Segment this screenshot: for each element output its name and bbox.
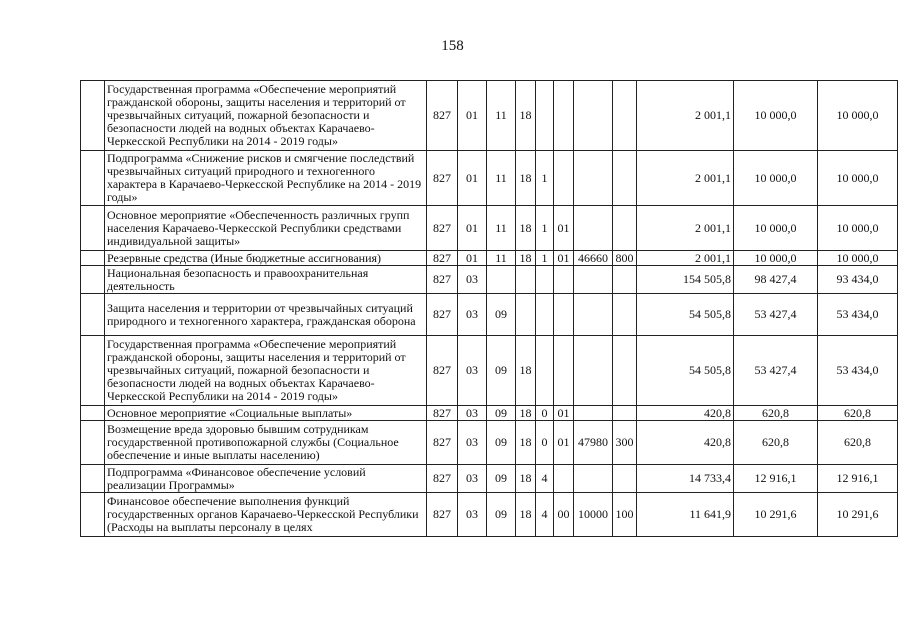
cell-subprogram	[536, 81, 554, 151]
table-row	[81, 493, 898, 537]
cell-sum-year3: 620,8	[818, 421, 898, 465]
table-row	[81, 294, 898, 336]
cell-sum-year2: 10 000,0	[734, 151, 818, 206]
cell-direction: 46660	[574, 251, 613, 266]
cell-subprogram: 4	[536, 465, 554, 493]
cell-sum-year1: 2 001,1	[637, 206, 734, 251]
table-row	[81, 266, 898, 294]
cell-pr: 09	[487, 465, 516, 493]
cell-expense-type	[613, 465, 637, 493]
cell-rz: 03	[458, 465, 487, 493]
cell-pr: 11	[487, 81, 516, 151]
cell-expense-type: 100	[613, 493, 637, 537]
table-row	[81, 421, 898, 465]
cell-sum-year3: 10 000,0	[818, 81, 898, 151]
cell-activity: 01	[554, 421, 574, 465]
cell-ved: 827	[427, 266, 458, 294]
row-gutter	[81, 151, 105, 206]
cell-activity	[554, 266, 574, 294]
budget-table	[80, 80, 898, 537]
cell-expense-type: 800	[613, 251, 637, 266]
cell-rz: 03	[458, 421, 487, 465]
cell-rz: 03	[458, 294, 487, 336]
cell-direction	[574, 81, 613, 151]
cell-expense-type	[613, 151, 637, 206]
row-name: Национальная безопасность и правоохранительная деятельность	[105, 266, 427, 294]
cell-direction	[574, 294, 613, 336]
cell-rz: 01	[458, 206, 487, 251]
row-name: Защита населения и территории от чрезвычайных ситуаций природного и техногенного характера, гражданская оборона	[105, 294, 427, 336]
cell-sum-year3: 93 434,0	[818, 266, 898, 294]
cell-sum-year2: 98 427,4	[734, 266, 818, 294]
cell-activity	[554, 294, 574, 336]
cell-pr: 09	[487, 406, 516, 421]
cell-rz: 01	[458, 81, 487, 151]
cell-ved: 827	[427, 206, 458, 251]
row-name: Государственная программа «Обеспечение мероприятий гражданской обороны, защиты населения и территорий от чрезвычайных ситуаций, пожарной безопасности и безопасности людей на водных объектах Карачаево-Черкесской Республики на 2014 - 2019 годы»	[105, 81, 427, 151]
cell-rz: 03	[458, 266, 487, 294]
cell-program: 18	[516, 251, 536, 266]
cell-ved: 827	[427, 336, 458, 406]
table-row	[81, 465, 898, 493]
row-gutter	[81, 421, 105, 465]
cell-program	[516, 294, 536, 336]
cell-pr: 11	[487, 206, 516, 251]
cell-sum-year2: 620,8	[734, 421, 818, 465]
cell-expense-type	[613, 206, 637, 251]
cell-sum-year3: 10 291,6	[818, 493, 898, 537]
cell-sum-year3: 10 000,0	[818, 206, 898, 251]
cell-subprogram	[536, 266, 554, 294]
cell-program: 18	[516, 336, 536, 406]
cell-program: 18	[516, 493, 536, 537]
cell-ved: 827	[427, 294, 458, 336]
cell-sum-year3: 620,8	[818, 406, 898, 421]
cell-sum-year2: 12 916,1	[734, 465, 818, 493]
row-name: Подпрограмма «Финансовое обеспечение условий реализации Программы»	[105, 465, 427, 493]
cell-activity	[554, 151, 574, 206]
cell-sum-year2: 10 000,0	[734, 206, 818, 251]
cell-direction	[574, 406, 613, 421]
cell-rz: 03	[458, 336, 487, 406]
cell-program: 18	[516, 206, 536, 251]
row-gutter	[81, 336, 105, 406]
cell-program: 18	[516, 151, 536, 206]
cell-rz: 01	[458, 251, 487, 266]
row-name: Возмещение вреда здоровью бывшим сотрудникам государственной противопожарной службы (Социальное обеспечение и иные выплаты населению)	[105, 421, 427, 465]
cell-ved: 827	[427, 81, 458, 151]
cell-direction	[574, 266, 613, 294]
cell-sum-year2: 620,8	[734, 406, 818, 421]
cell-expense-type	[613, 294, 637, 336]
cell-program: 18	[516, 81, 536, 151]
cell-subprogram: 1	[536, 251, 554, 266]
cell-ved: 827	[427, 421, 458, 465]
cell-program: 18	[516, 406, 536, 421]
cell-sum-year1: 420,8	[637, 406, 734, 421]
cell-pr: 11	[487, 251, 516, 266]
cell-expense-type: 300	[613, 421, 637, 465]
cell-subprogram: 0	[536, 421, 554, 465]
cell-activity: 01	[554, 406, 574, 421]
cell-subprogram	[536, 336, 554, 406]
row-gutter	[81, 465, 105, 493]
cell-expense-type	[613, 406, 637, 421]
table-row	[81, 81, 898, 151]
table-row	[81, 336, 898, 406]
cell-pr: 11	[487, 151, 516, 206]
row-gutter	[81, 81, 105, 151]
row-name: Основное мероприятие «Социальные выплаты»	[105, 406, 427, 421]
cell-pr	[487, 266, 516, 294]
cell-sum-year1: 14 733,4	[637, 465, 734, 493]
cell-direction	[574, 151, 613, 206]
cell-sum-year1: 54 505,8	[637, 294, 734, 336]
row-name: Финансовое обеспечение выполнения функций государственных органов Карачаево-Черкесской Республики (Расходы на выплаты персоналу в целях	[105, 493, 427, 537]
row-gutter	[81, 266, 105, 294]
cell-activity	[554, 81, 574, 151]
cell-expense-type	[613, 81, 637, 151]
cell-sum-year3: 53 434,0	[818, 336, 898, 406]
cell-sum-year1: 154 505,8	[637, 266, 734, 294]
cell-direction	[574, 336, 613, 406]
cell-sum-year2: 10 000,0	[734, 81, 818, 151]
cell-expense-type	[613, 336, 637, 406]
cell-sum-year1: 2 001,1	[637, 81, 734, 151]
cell-ved: 827	[427, 465, 458, 493]
row-gutter	[81, 406, 105, 421]
cell-ved: 827	[427, 406, 458, 421]
page-number: 158	[441, 38, 464, 54]
row-name: Государственная программа «Обеспечение мероприятий гражданской обороны, защиты населения и территорий от чрезвычайных ситуаций, пожарной безопасности и безопасности людей на водных объектах Карачаево-Черкесской Республики на 2014 - 2019 годы»	[105, 336, 427, 406]
cell-activity: 00	[554, 493, 574, 537]
cell-rz: 03	[458, 493, 487, 537]
cell-sum-year1: 54 505,8	[637, 336, 734, 406]
cell-rz: 03	[458, 406, 487, 421]
cell-program: 18	[516, 465, 536, 493]
row-name: Резервные средства (Иные бюджетные ассигнования)	[105, 251, 427, 266]
cell-activity: 01	[554, 206, 574, 251]
cell-subprogram: 1	[536, 151, 554, 206]
table-row	[81, 251, 898, 266]
cell-pr: 09	[487, 421, 516, 465]
cell-rz: 01	[458, 151, 487, 206]
table-row	[81, 151, 898, 206]
cell-sum-year1: 2 001,1	[637, 151, 734, 206]
row-gutter	[81, 294, 105, 336]
cell-pr: 09	[487, 493, 516, 537]
cell-sum-year1: 2 001,1	[637, 251, 734, 266]
cell-direction: 10000	[574, 493, 613, 537]
cell-direction	[574, 206, 613, 251]
cell-pr: 09	[487, 294, 516, 336]
row-gutter	[81, 493, 105, 537]
cell-subprogram: 4	[536, 493, 554, 537]
cell-sum-year3: 10 000,0	[818, 151, 898, 206]
cell-sum-year2: 53 427,4	[734, 336, 818, 406]
cell-sum-year2: 10 000,0	[734, 251, 818, 266]
cell-ved: 827	[427, 493, 458, 537]
cell-sum-year3: 10 000,0	[818, 251, 898, 266]
cell-ved: 827	[427, 151, 458, 206]
cell-expense-type	[613, 266, 637, 294]
cell-activity: 01	[554, 251, 574, 266]
cell-sum-year2: 10 291,6	[734, 493, 818, 537]
cell-activity	[554, 465, 574, 493]
row-name: Основное мероприятие «Обеспеченность различных групп населения Карачаево-Черкесской Республики средствами индивидуальной защиты»	[105, 206, 427, 251]
cell-sum-year1: 11 641,9	[637, 493, 734, 537]
cell-direction: 47980	[574, 421, 613, 465]
cell-sum-year3: 53 434,0	[818, 294, 898, 336]
cell-program	[516, 266, 536, 294]
table-row	[81, 206, 898, 251]
cell-sum-year3: 12 916,1	[818, 465, 898, 493]
table-row	[81, 406, 898, 421]
row-gutter	[81, 251, 105, 266]
cell-subprogram	[536, 294, 554, 336]
row-name: Подпрограмма «Снижение рисков и смягчение последствий чрезвычайных ситуаций природного и техногенного характера в Карачаево-Черкесской Республике на 2014 - 2019 годы»	[105, 151, 427, 206]
cell-subprogram: 0	[536, 406, 554, 421]
cell-sum-year1: 420,8	[637, 421, 734, 465]
cell-direction	[574, 465, 613, 493]
cell-ved: 827	[427, 251, 458, 266]
cell-activity	[554, 336, 574, 406]
cell-subprogram: 1	[536, 206, 554, 251]
cell-program: 18	[516, 421, 536, 465]
cell-pr: 09	[487, 336, 516, 406]
cell-sum-year2: 53 427,4	[734, 294, 818, 336]
row-gutter	[81, 206, 105, 251]
